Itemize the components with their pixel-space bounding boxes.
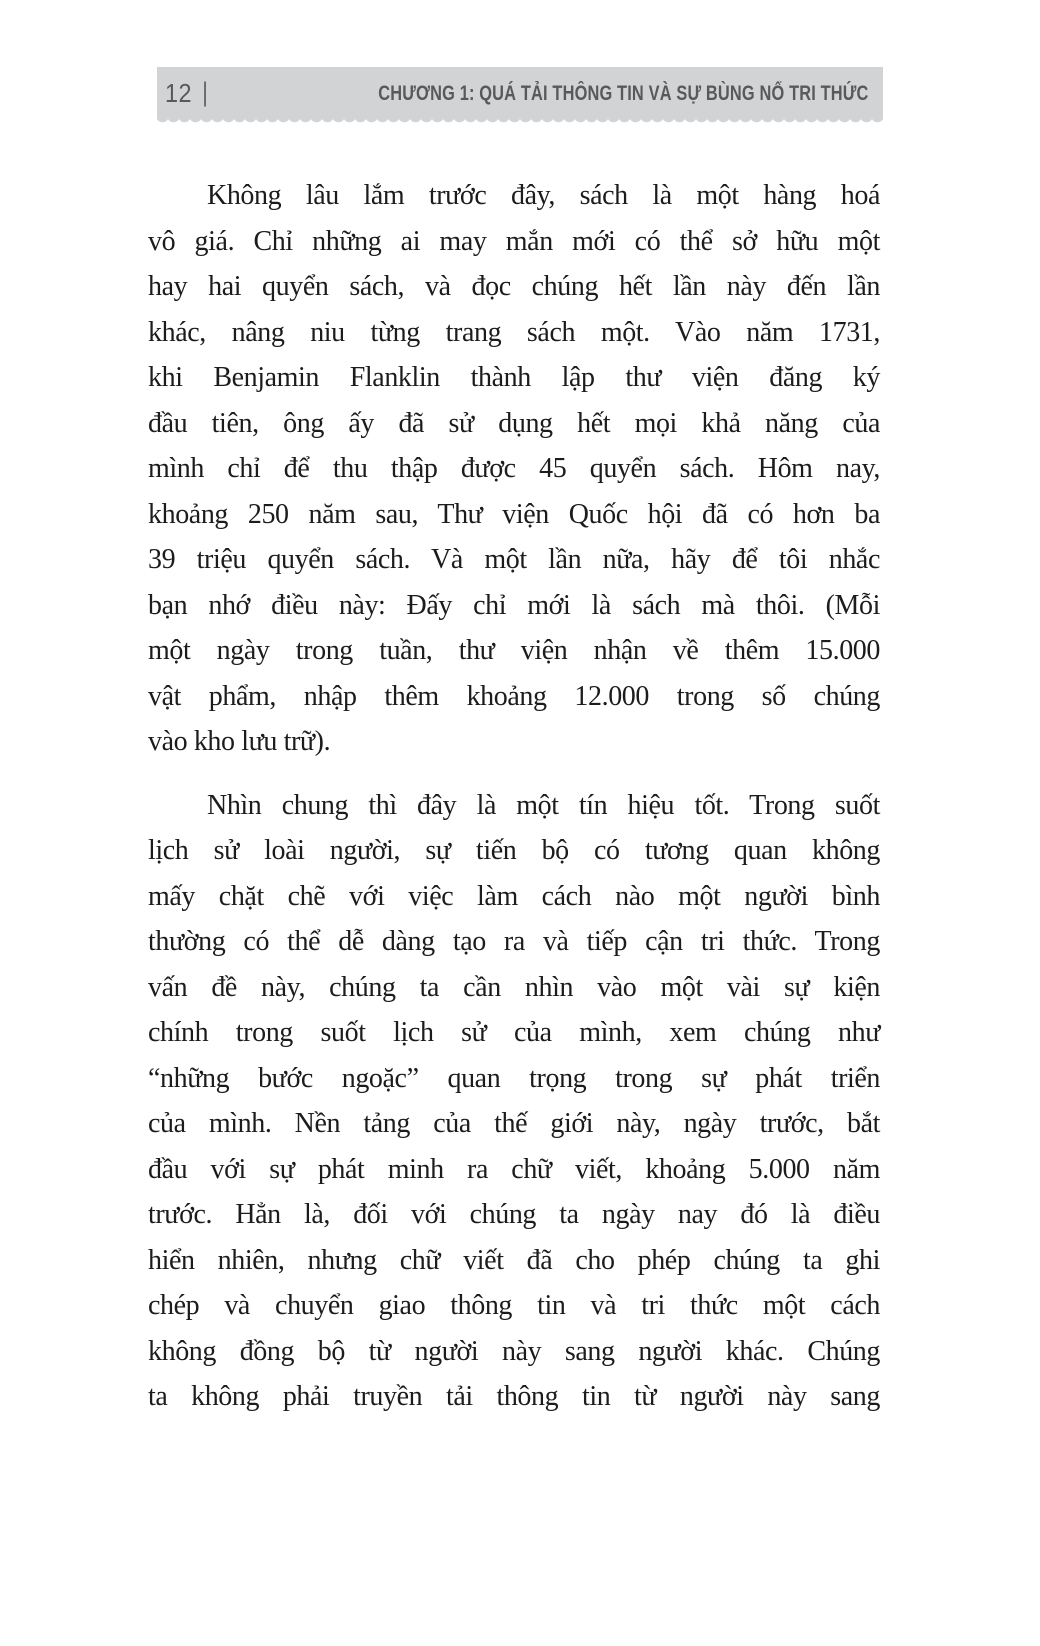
paragraph (148, 783, 880, 1420)
text-line: hay hai quyển sách, và đọc chúng hết lần này đến lần (148, 271, 880, 302)
text-line: “những bước ngoặc” quan trọng trong sự phát triển (148, 1062, 880, 1094)
text-line: khi Benjamin Flanklin thành lập thư viện đăng ký (148, 362, 880, 393)
text-line: không đồng bộ từ người này sang người khác. Chúng (148, 1335, 880, 1367)
page-number-divider: | (201, 77, 209, 107)
page-number-group (165, 78, 208, 109)
text-line: bạn nhớ điều này: Đấy chỉ mới là sách mà thôi. (Mỗi (148, 589, 880, 621)
chapter-title: CHƯƠNG 1: QUÁ TẢI THÔNG TIN VÀ SỰ BÙNG NỔ TRI THỨC (378, 81, 869, 105)
text-line: vô giá. Chỉ những ai may mắn mới có thể sở hữu một (148, 225, 880, 257)
text-line: Không lâu lắm trước đây, sách là một hàng hoá (207, 180, 880, 211)
text-line: mấy chặt chẽ với việc làm cách nào một người bình (148, 880, 880, 912)
text-line: của mình. Nền tảng của thế giới này, ngày trước, bắt (148, 1108, 880, 1139)
text-line: thường có thể dễ dàng tạo ra và tiếp cận tri thức. Trong (148, 926, 880, 957)
header-deckle-edge (157, 118, 883, 126)
body-text (148, 173, 880, 1420)
text-line: hiển nhiên, nhưng chữ viết đã cho phép chúng ta ghi (148, 1244, 880, 1276)
text-line: đầu tiên, ông ấy đã sử dụng hết mọi khả năng của (148, 407, 880, 439)
text-line: mình chỉ để thu thập được 45 quyển sách. Hôm nay, (148, 453, 880, 484)
text-line: ta không phải truyền tải thông tin từ người này sang (148, 1381, 880, 1412)
text-line: vào kho lưu trữ). (148, 726, 331, 757)
text-line: chép và chuyển giao thông tin và tri thức một cách (148, 1290, 880, 1321)
text-line: trước. Hẳn là, đối với chúng ta ngày nay đó là điều (148, 1199, 880, 1230)
text-line: vật phẩm, nhập thêm khoảng 12.000 trong số chúng (148, 680, 880, 712)
paragraph (148, 173, 880, 765)
text-line: vấn đề này, chúng ta cần nhìn vào một vài sự kiện (148, 971, 880, 1003)
text-line: một ngày trong tuần, thư viện nhận về thêm 15.000 (148, 635, 880, 666)
page-number: 12 (165, 78, 192, 108)
text-line: Nhìn chung thì đây là một tín hiệu tốt. Trong suốt (207, 789, 880, 821)
text-line: lịch sử loài người, sự tiến bộ có tương quan không (148, 835, 880, 866)
text-line: 39 triệu quyển sách. Và một lần nữa, hãy để tôi nhắc (148, 544, 880, 575)
text-line: đầu với sự phát minh ra chữ viết, khoảng 5.000 năm (148, 1153, 880, 1185)
page-header (157, 67, 883, 118)
text-line: khoảng 250 năm sau, Thư viện Quốc hội đã có hơn ba (148, 498, 880, 530)
text-line: chính trong suốt lịch sử của mình, xem chúng như (148, 1017, 880, 1048)
text-line: khác, nâng niu từng trang sách một. Vào năm 1731, (148, 316, 880, 348)
